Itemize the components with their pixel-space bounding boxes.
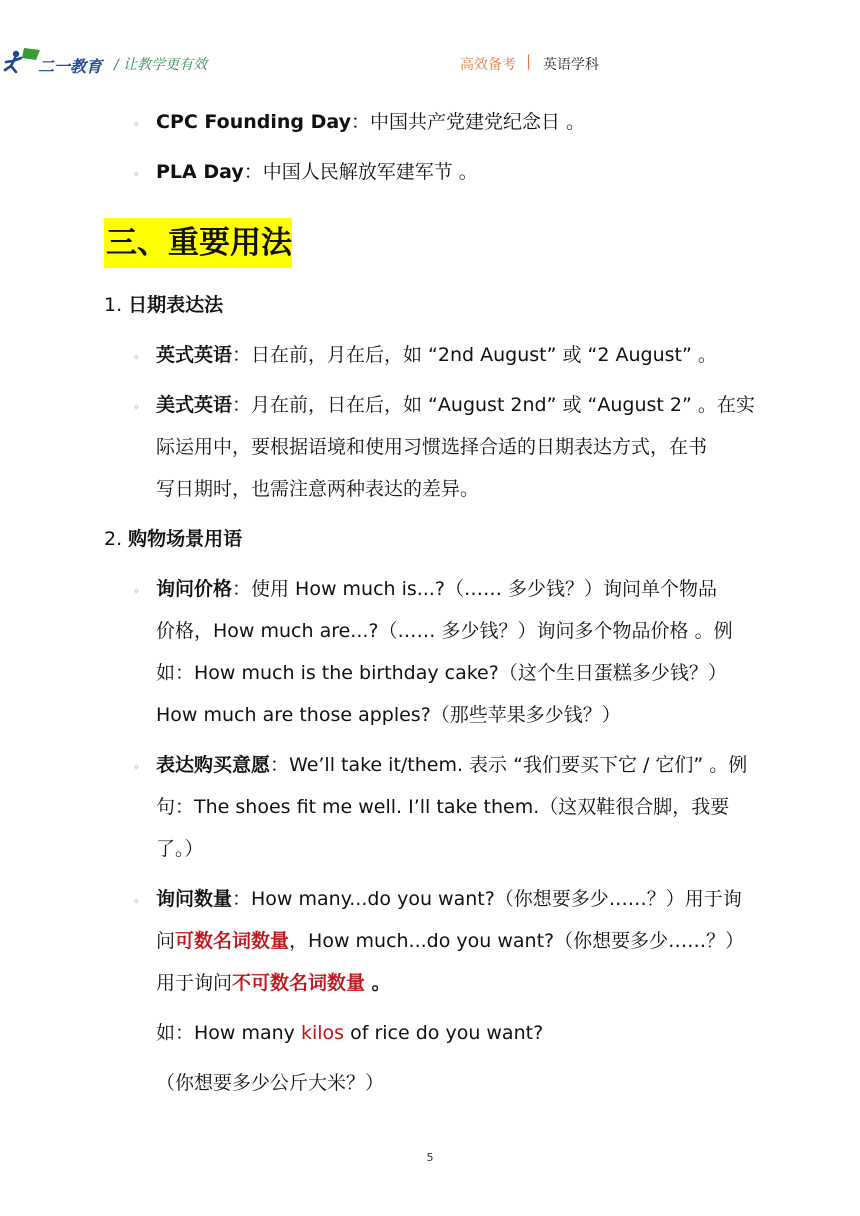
term-label: 英式英语 <box>156 344 233 366</box>
paragraph-line: How much are those apples?（那些苹果多少钱？） <box>156 704 621 726</box>
list-item-ask-price: 询问价格：使用 How much is...?（…… 多少钱？）询问单个物品 <box>156 578 718 600</box>
page-header <box>0 44 860 80</box>
list-item-british-english: 英式英语：日在前，月在后，如 “2nd August” 或 “2 August” 。 <box>156 344 717 366</box>
term-label: 询问价格 <box>156 578 233 600</box>
bullet-marker: ◦ <box>133 118 140 131</box>
term-definition: 中国人民解放军建军节 。 <box>262 161 478 183</box>
page-number: 5 <box>426 1151 434 1164</box>
example-sentence: 如：How many kilos of rice do you want? <box>156 1022 544 1044</box>
header-subject: 英语学科 <box>543 57 599 73</box>
paragraph-line: 句：The shoes fit me well. I’ll take them.（这双鞋很合脚，我要 <box>156 796 730 818</box>
brand-name: 二一教育 <box>38 57 103 76</box>
brand-slogan: / 让教学更有效 <box>114 57 208 73</box>
list-item-cpc-day: CPC Founding Day：中国共产党建党纪念日 。 <box>156 111 586 133</box>
term-label: PLA Day <box>156 161 244 183</box>
subsection-heading-2: 2. 购物场景用语 <box>104 528 243 550</box>
list-item-purchase-intent: 表达购买意愿：We’ll take it/them. 表示 “我们要买下它 / 它们” 。例 <box>156 754 748 776</box>
paragraph-line: 用于询问不可数名词数量 。 <box>156 972 391 994</box>
bullet-marker: ◦ <box>133 761 140 774</box>
term-label: 表达购买意愿 <box>156 754 271 776</box>
term-definition: 中国共产党建党纪念日 。 <box>370 111 586 133</box>
paragraph-line: 际运用中，要根据语境和使用习惯选择合适的日期表达方式，在书 <box>156 436 708 458</box>
header-separator: | <box>526 52 532 70</box>
bullet-marker: ◦ <box>133 895 140 908</box>
list-item-american-english: 美式英语：月在前，日在后，如 “August 2nd” 或 “August 2” 。在实 <box>156 394 755 416</box>
section-title: 三、重要用法 <box>104 218 292 268</box>
term-label: 询问数量 <box>156 888 233 910</box>
example-translation: （你想要多少公斤大米？） <box>156 1072 385 1094</box>
highlight-countable: 可数名词数量 <box>175 930 290 952</box>
paragraph-line: 问可数名词数量，How much...do you want?（你想要多少……？） <box>156 930 745 952</box>
highlight-uncountable: 不可数名词数量 <box>232 972 366 994</box>
paragraph-line: 如：How much is the birthday cake?（这个生日蛋糕多少钱？） <box>156 662 727 684</box>
paragraph-line: 写日期时，也需注意两种表达的差异。 <box>156 478 480 500</box>
term-label: 美式英语 <box>156 394 233 416</box>
bullet-marker: ◦ <box>133 401 140 414</box>
bullet-marker: ◦ <box>133 168 140 181</box>
subsection-heading-1: 1. 日期表达法 <box>104 294 224 316</box>
paragraph-line: 了。） <box>156 838 204 860</box>
bullet-marker: ◦ <box>133 351 140 364</box>
list-item-pla-day: PLA Day：中国人民解放军建军节 。 <box>156 161 478 183</box>
list-item-ask-quantity: 询问数量：How many...do you want?（你想要多少……？）用于询 <box>156 888 742 910</box>
highlight-kilos: kilos <box>300 1022 345 1044</box>
bullet-marker: ◦ <box>133 585 140 598</box>
runner-logo-icon <box>2 46 42 78</box>
paragraph-line: 价格，How much are...?（…… 多少钱？）询问多个物品价格 。例 <box>156 620 733 642</box>
header-title: 高效备考 <box>460 57 516 73</box>
term-label: CPC Founding Day <box>156 111 351 133</box>
